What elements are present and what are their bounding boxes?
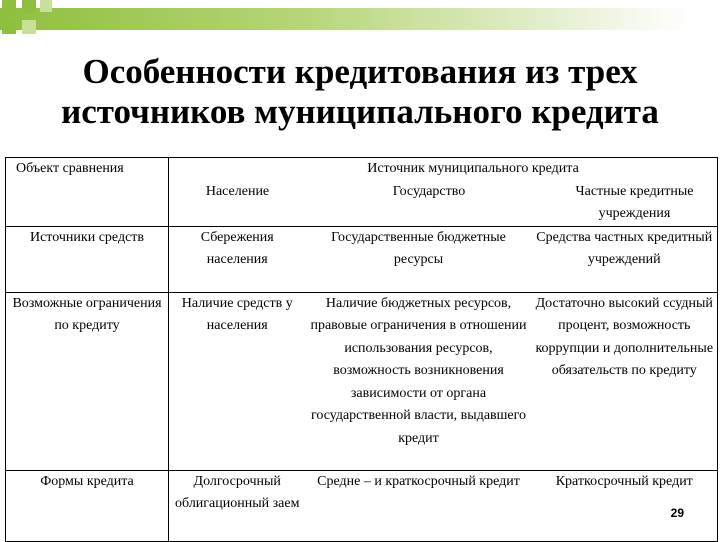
slide-title-line1: Особенности кредитования из трех: [82, 52, 638, 91]
decor-square: [22, 0, 36, 14]
header-source-group: Источник муниципального кредита: [367, 161, 579, 176]
decor-square: [22, 20, 36, 34]
cell-private: Краткосрочный кредит: [532, 470, 718, 541]
decor-square: [40, 0, 52, 12]
row-label: Возможные ограничения по кредиту: [6, 292, 169, 470]
cell-population: Сбережения населения: [169, 226, 306, 292]
header-population: Население: [205, 183, 270, 199]
header-private: Частные кредитные учреждения: [575, 183, 694, 221]
decor-square: [2, 20, 16, 34]
header-object-label: Объект сравнения: [16, 161, 124, 176]
slide-title: [0, 52, 720, 132]
row-label: Формы кредита: [6, 470, 169, 541]
header-object: [6, 158, 169, 227]
row-label: Источники средств: [6, 226, 169, 292]
page-number: 29: [670, 506, 684, 520]
cell-state: Государственные бюджетные ресурсы: [306, 226, 532, 292]
table-header-row: [6, 158, 718, 227]
header-sources: [169, 158, 718, 227]
table-row: [6, 292, 718, 470]
header-gradient-bar: [0, 8, 690, 30]
cell-state: Наличие бюджетных ресурсов, правовые ограничения в отношении использования ресурсов, возможность возникновения зависимости от органа государственной власти, выдавшего кредит: [306, 292, 532, 470]
comparison-table: [5, 157, 718, 542]
header-state: Государство: [392, 183, 466, 199]
cell-state: Средне – и краткосрочный кредит: [306, 470, 532, 541]
table-row: [6, 226, 718, 292]
cell-population: Долгосрочный облигационный заем: [169, 470, 306, 541]
slide-title-line2: источников муниципального кредита: [61, 92, 659, 131]
cell-population: Наличие средств у населения: [169, 292, 306, 470]
decor-square: [2, 0, 16, 14]
cell-private: Средства частных кредитный учреждений: [532, 226, 718, 292]
header-subcolumns: [169, 181, 717, 226]
cell-private: Достаточно высокий ссудный процент, возможность коррупции и дополнительные обязательств по кредиту: [532, 292, 718, 470]
table-row: [6, 470, 718, 541]
